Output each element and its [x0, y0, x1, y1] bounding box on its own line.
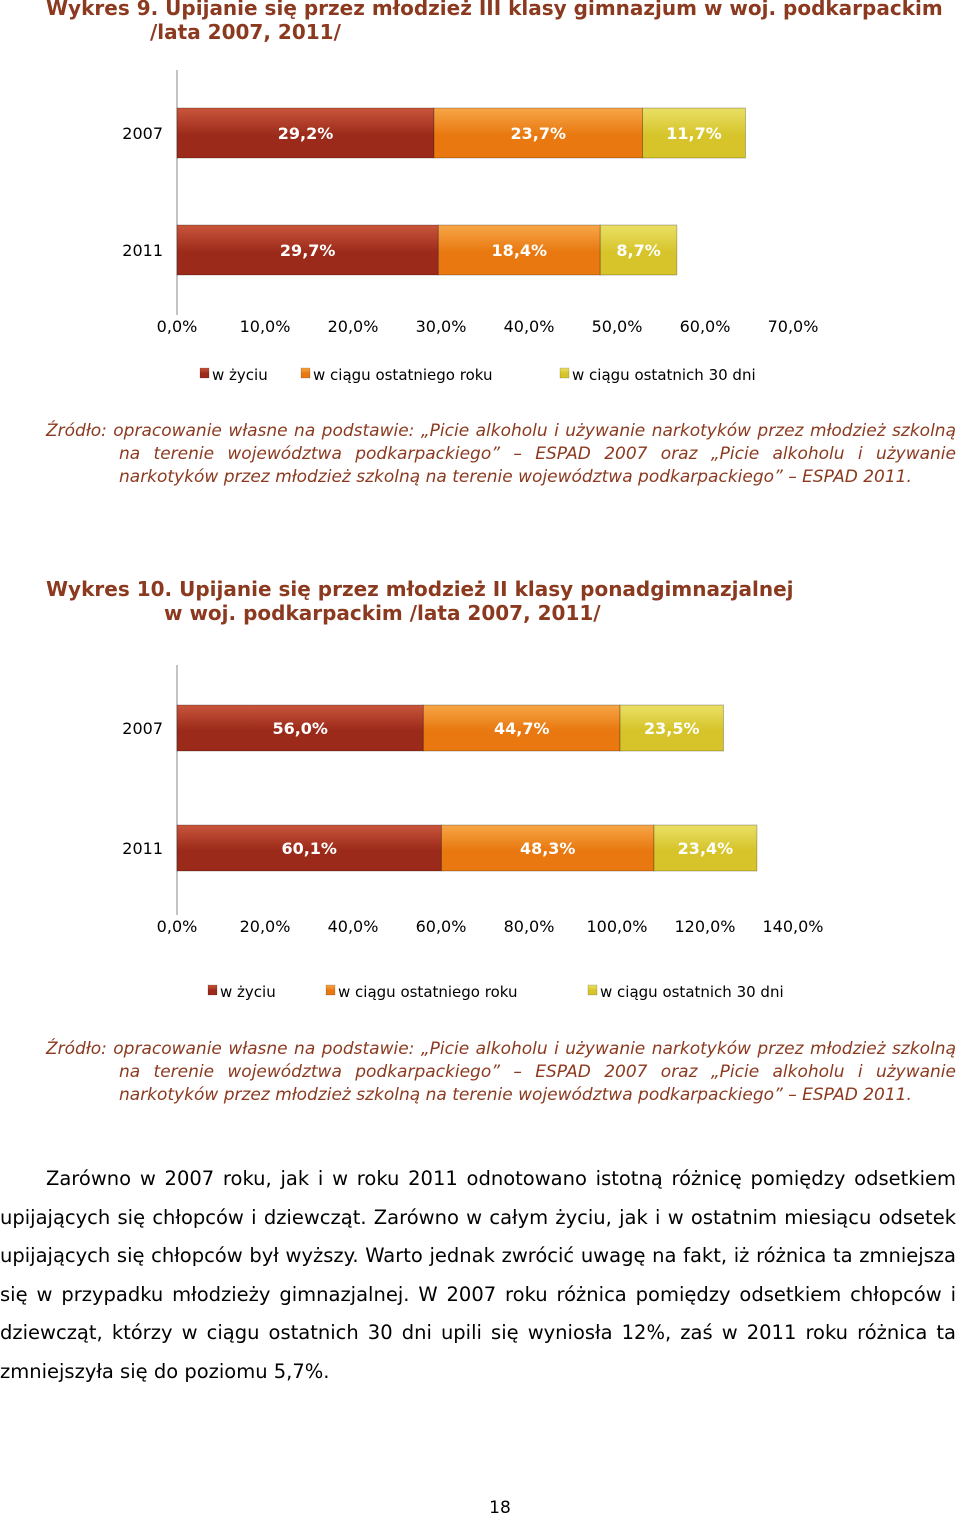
data-label: 48,3% — [519, 839, 576, 858]
chart10-source-text: Źródło: opracowanie własne na podstawie: „Picie alkoholu i używanie narkotyków przez młodzież szkolną na terenie województwa podkarpackiego” – ESPAD 2007 oraz „Picie alkoholu i używanie narkotyków przez młodzież szkolną na terenie województwa podkarpackiego” – ESPAD 2011. — [46, 1039, 956, 1105]
x-tick-label: 120,0% — [674, 917, 736, 936]
x-tick-label: 0,0% — [156, 317, 198, 336]
chart10-source — [46, 1038, 956, 1107]
x-tick-label: 70,0% — [767, 317, 819, 336]
legend-label: w ciągu ostatniego roku — [313, 366, 493, 384]
chart9-svg — [0, 70, 960, 400]
legend-swatch — [301, 368, 310, 378]
chart9-title-line2: /lata 2007, 2011/ — [150, 20, 341, 44]
x-tick-label: 100,0% — [586, 917, 648, 936]
category-label: 2011 — [122, 241, 163, 260]
category-label: 2007 — [122, 719, 163, 738]
chart10-title-line2: w woj. podkarpackim /lata 2007, 2011/ — [164, 601, 601, 625]
data-label: 29,7% — [279, 241, 336, 260]
x-tick-label: 40,0% — [503, 317, 555, 336]
legend-label: w życiu — [220, 983, 276, 1001]
chart9-source — [46, 420, 956, 489]
chart10-svg — [0, 665, 960, 1015]
legend-swatch — [200, 368, 209, 378]
x-tick-label: 40,0% — [327, 917, 379, 936]
chart9-title — [46, 0, 943, 44]
data-label: 11,7% — [666, 124, 722, 143]
chart9-source-text: Źródło: opracowanie własne na podstawie: „Picie alkoholu i używanie narkotyków przez młodzież szkolną na terenie województwa podkarpackiego” – ESPAD 2007 oraz „Picie alkoholu i używanie narkotyków przez młodzież szkolną na terenie województwa podkarpackiego” – ESPAD 2011. — [46, 421, 956, 487]
legend-swatch — [208, 985, 217, 995]
data-label: 23,4% — [677, 839, 734, 858]
x-tick-label: 60,0% — [679, 317, 731, 336]
data-label: 23,7% — [510, 124, 566, 143]
data-label: 29,2% — [277, 124, 334, 143]
chart10-title-line1: Wykres 10. Upijanie się przez młodzież II klasy ponadgimnazjalnej — [46, 577, 794, 601]
chart9 — [0, 70, 960, 404]
legend-swatch — [326, 985, 335, 995]
data-label: 8,7% — [616, 241, 661, 260]
category-label: 2007 — [122, 124, 163, 143]
x-tick-label: 50,0% — [591, 317, 643, 336]
legend-label: w życiu — [212, 366, 268, 384]
data-label: 44,7% — [493, 719, 550, 738]
legend-label: w ciągu ostatniego roku — [338, 983, 518, 1001]
chart9-title-line1: Wykres 9. Upijanie się przez młodzież III klasy gimnazjum w woj. podkarpackim — [46, 0, 943, 20]
data-label: 60,1% — [281, 839, 337, 858]
x-tick-label: 140,0% — [762, 917, 824, 936]
data-label: 18,4% — [491, 241, 548, 260]
x-tick-label: 80,0% — [503, 917, 555, 936]
body-paragraph-text: Zarówno w 2007 roku, jak i w roku 2011 odnotowano istotną różnicę pomiędzy odsetkiem upijających się chłopców i dziewcząt. Zarówno w całym życiu, jak i w ostatnim miesiącu odsetek upijających się chłopców był wyższy. Warto jednak zwrócić uwagę na fakt, iż różnica ta zmniejsza się w przypadku młodzieży gimnazjalnej. W 2007 roku różnica pomiędzy odsetkiem chłopców i dziewcząt, którzy w ciągu ostatnich 30 dni upili się wyniosła 12%, zaś w 2011 roku różnica ta zmniejszyła się do poziomu 5,7%. — [0, 1167, 956, 1383]
page-number: 18 — [489, 1498, 511, 1518]
data-label: 56,0% — [272, 719, 328, 738]
x-tick-label: 60,0% — [415, 917, 467, 936]
x-tick-label: 30,0% — [415, 317, 467, 336]
x-tick-label: 10,0% — [239, 317, 291, 336]
body-paragraph — [0, 1160, 956, 1391]
legend-swatch — [588, 985, 597, 995]
x-tick-label: 0,0% — [156, 917, 198, 936]
x-tick-label: 20,0% — [239, 917, 291, 936]
legend-label: w ciągu ostatnich 30 dni — [572, 366, 756, 384]
x-tick-label: 20,0% — [327, 317, 379, 336]
data-label: 23,5% — [644, 719, 700, 738]
category-label: 2011 — [122, 839, 163, 858]
chart10-title — [46, 577, 794, 625]
chart10 — [0, 665, 960, 1019]
legend-label: w ciągu ostatnich 30 dni — [600, 983, 784, 1001]
legend-swatch — [560, 368, 569, 378]
